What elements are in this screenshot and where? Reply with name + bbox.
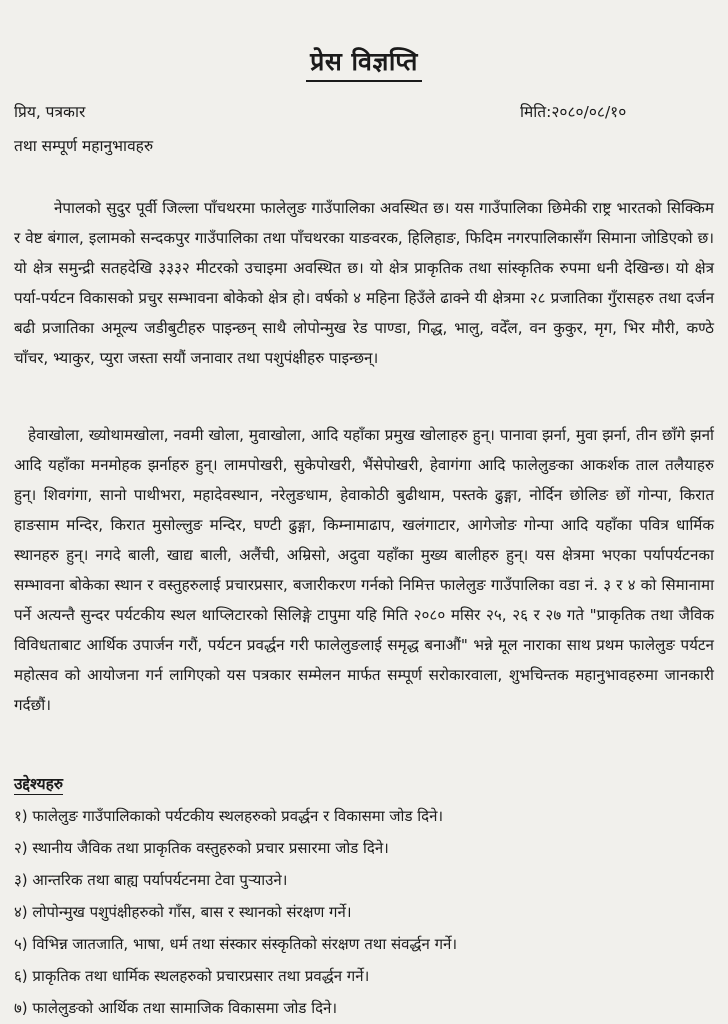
title-text: प्रेस विज्ञप्ति: [306, 44, 422, 82]
salutation-line-2: तथा सम्पूर्ण महानुभावहरु: [14, 137, 154, 155]
document-title: [0, 44, 728, 82]
list-item: ४) लोपोन्मुख पशुपंक्षीहरुको गाँस, बास र स्थानको संरक्षण गर्ने।: [14, 903, 352, 921]
list-item: २) स्थानीय जैविक तथा प्राकृतिक वस्तुहरुको प्रचार प्रसारमा जोड दिने।: [14, 839, 389, 857]
list-item: ३) आन्तरिक तथा बाह्य पर्यापर्यटनमा टेवा पुऱ्याउने।: [14, 871, 288, 889]
body-paragraph-1: नेपालको सुदुर पूर्वी जिल्ला पाँचथरमा फालेलुङ गाउँपालिका अवस्थित छ। यस गाउँपालिका छिमेकी राष्ट्र भारतको सिक्किम र वेष्ट बंगाल, इलामको सन्दकपुर गाउँपालिका तथा पाँचथरका याङवरक, हिलिहाङ, फिदिम नगरपालिकासँग सिमाना जोडिएको छ। यो क्षेत्र समुन्द्री सतहदेखि ३३३२ मीटरको उचाइमा अवस्थित छ। यो क्षेत्र प्राकृतिक तथा सांस्कृतिक रुपमा धनी देखिन्छ। यो क्षेत्र पर्या-पर्यटन विकासको प्रचुर सम्भावना बोकेको क्षेत्र हो। वर्षको ४ महिना हिउँले ढाक्ने यी क्षेत्रमा २८ प्रजातिका गुँरासहरु तथा दर्जन बढी प्रजातिका अमूल्य जडीबुटीहरु पाइन्छन् साथै लोपोन्मुख रेड पाण्डा, गिद्ध, भालु, वदेँल, वन कुकुर, मृग, भिर मौरी, कण्ठे चाँचर, भ्याकुर, प्युरा जस्ता सयौं जनावार तथा पशुपंक्षीहरु पाइन्छन्।: [14, 199, 714, 367]
objectives-heading: उद्देश्यहरु: [14, 772, 63, 795]
body-paragraph-2: हेवाखोला, ख्योथामखोला, नवमी खोला, मुवाखोला, आदि यहाँका प्रमुख खोलाहरु हुन्। पानावा झर्ना, मुवा झर्ना, तीन छाँगे झर्ना आदि यहाँका मनमोहक झर्नाहरु हुन्। लामपोखरी, सुकेपोखरी, भैंसेपोखरी, हेवागंगा आदि फालेलुङका आकर्शक ताल तलैयाहरु हुन्। शिवगंगा, सानो पाथीभरा, महादेवस्थान, नरेलुङधाम, हेवाकोठी बुढीथाम, पस्तके ढुङ्गा, नोर्दिन छोलिङ छों गोन्पा, किरात हाङसाम मन्दिर, किरात मुसोल्लुङ मन्दिर, घण्टी ढुङ्गा, किम्नामाढाप, खलंगाटार, आगेजोङ गोन्पा आदि यहाँका पवित्र धार्मिक स्थानहरु हुन्। नगदे बाली, खाद्य बाली, अलैंची, अम्रिसो, अदुवा यहाँका मुख्य बालीहरु हुन्। यस क्षेत्रमा भएका पर्यापर्यटनका सम्भावना बोकेका स्थान र वस्तुहरुलाई प्रचारप्रसार, बजारीकरण गर्नको निमित्त फालेलुङ गाउँपालिका वडा नं. ३ र ४ को सिमानामा पर्ने अत्यन्तै सुन्दर पर्यटकीय स्थल थाप्लिटारको सिलिङ्गे टापुमा यहि मिति २०८० मसिर २५, २६ र २७ गते "प्राकृतिक तथा जैविक विविधताबाट आर्थिक उपार्जन गरौं, पर्यटन प्रवर्द्धन गरी फालेलुङलाई समृद्ध बनाऔं" भन्ने मूल नाराका साथ प्रथम फालेलुङ पर्यटन महोत्सव को आयोजना गर्न लागिएको यस पत्रकार सम्मेलन मार्फत सम्पूर्ण सरोकारवाला, शुभचिन्तक महानुभावहरुमा जानकारी गर्दछौं।: [14, 426, 714, 714]
salutation-line-1: प्रिय, पत्रकार: [14, 103, 86, 121]
list-item: ६) प्राकृतिक तथा धार्मिक स्थलहरुको प्रचारप्रसार तथा प्रवर्द्धन गर्ने।: [14, 967, 370, 985]
list-item: १) फालेलुङ गाउँपालिकाको पर्यटकीय स्थलहरुको प्रवर्द्धन र विकासमा जोड दिने।: [14, 807, 444, 825]
document-date: मिति:२०८०/०८/१०: [520, 103, 627, 121]
list-item: ७) फालेलुङको आर्थिक तथा सामाजिक विकासमा जोड दिने।: [14, 999, 338, 1017]
list-item: ५) विभिन्न जातजाति, भाषा, धर्म तथा संस्कार संस्कृतिको संरक्षण तथा संवर्द्धन गर्ने।: [14, 935, 458, 953]
objectives-list: [14, 800, 714, 1024]
